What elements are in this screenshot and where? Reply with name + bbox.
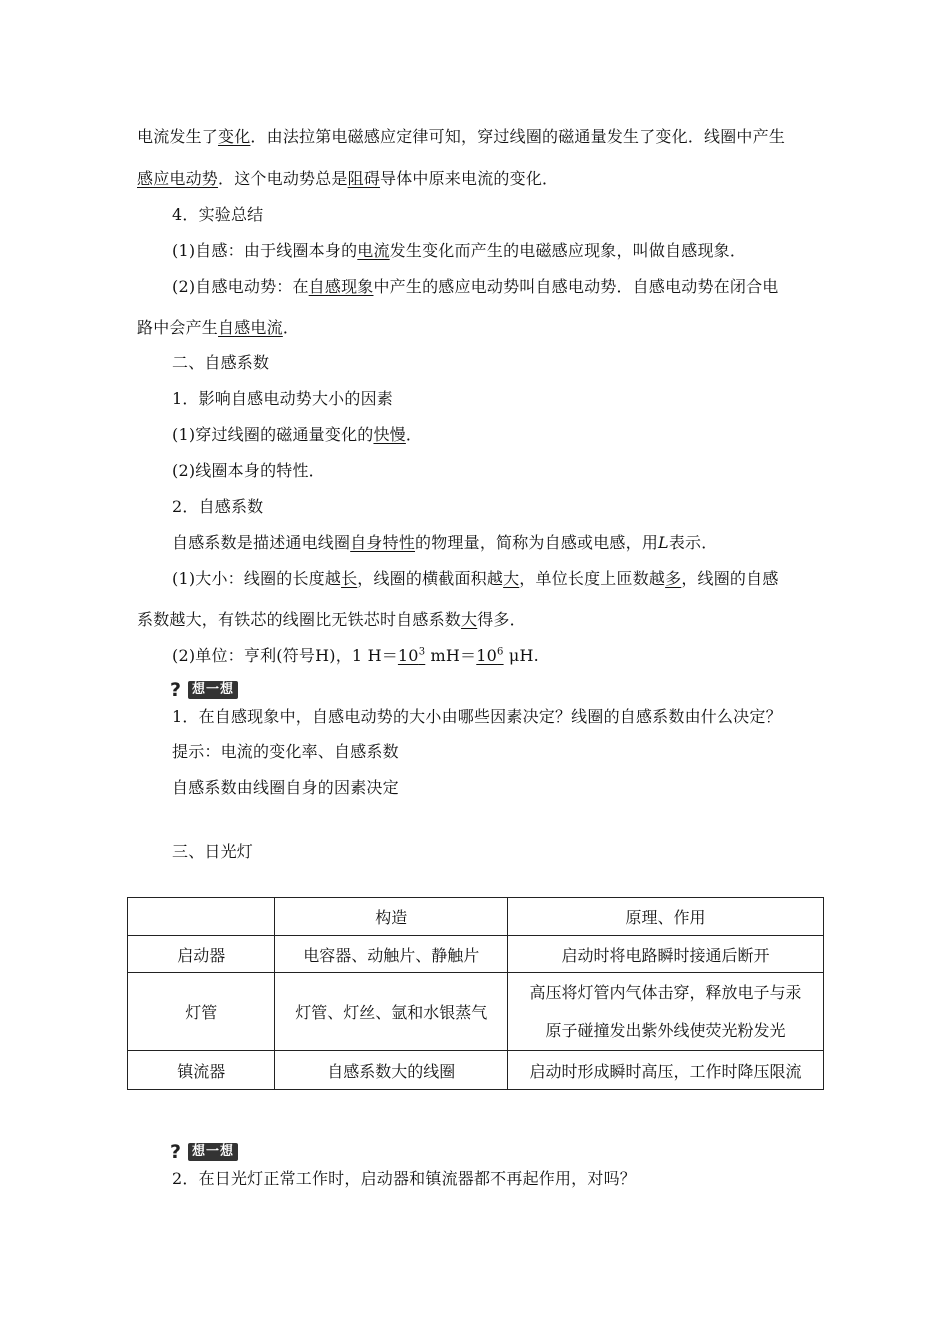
text-line	[172, 241, 746, 261]
text: ，线圈的横截面积越	[357, 569, 504, 588]
section-heading: 二、自感系数	[172, 353, 270, 372]
text: 中产生的感应电动势叫自感电动势．自感电动势在闭合电	[373, 277, 779, 296]
sub-heading: 1．影响自感电动势大小的因素	[172, 389, 393, 408]
symbol: L	[658, 533, 669, 552]
table-cell	[508, 973, 824, 1051]
text: 发生变化而产生的电磁感应现象，叫做自感现象．	[389, 241, 747, 260]
underlined-answer: 变化	[218, 127, 251, 146]
underlined-answer: 自感现象	[308, 277, 374, 296]
exponent: 6	[497, 646, 504, 658]
think-label: 想一想	[188, 1143, 238, 1161]
table-row	[128, 973, 824, 1051]
text: (1)穿过线圈的磁通量变化的	[172, 425, 374, 444]
question-mark-icon	[170, 1143, 186, 1161]
text: 自感系数是描述通电线圈	[172, 533, 351, 552]
sub-heading: 2．自感系数	[172, 497, 264, 516]
text: 电流发生了	[137, 127, 219, 146]
table-cell: 灯管、灯丝、氩和水银蒸气	[275, 973, 508, 1051]
think-label: 想一想	[188, 681, 238, 699]
text: 路中会产生	[137, 318, 219, 337]
text: 的物理量，简称为自感或电感，用	[415, 533, 659, 552]
text: (2)单位：亨利(符号H)，1 H＝	[172, 646, 398, 665]
think-badge	[170, 1142, 238, 1162]
text-line: (2)线圈本身的特性．	[172, 461, 325, 480]
question: 1．在自感现象中，自感电动势的大小由哪些因素决定？线圈的自感系数由什么决定？	[172, 707, 782, 726]
answer: 自感系数由线圈自身的因素决定	[172, 778, 399, 797]
text: ．	[282, 318, 300, 337]
text: mH＝	[425, 646, 477, 665]
exponent: 3	[418, 646, 426, 658]
text: ，单位长度上匝数越	[519, 569, 666, 588]
question-mark-glyph: ?	[170, 679, 182, 701]
text: 导体中原来电流的变化．	[380, 169, 559, 188]
hint: 提示：电流的变化率、自感系数	[172, 742, 399, 761]
fluorescent-lamp-table	[127, 897, 824, 1090]
underlined-answer: 自感电流	[218, 318, 283, 337]
underlined-answer	[476, 646, 503, 665]
underlined-answer	[398, 646, 425, 665]
table-header-cell: 构造	[275, 898, 508, 936]
underlined-answer: 感应电动势	[137, 169, 219, 188]
text: (1)大小：线圈的长度越	[172, 569, 342, 588]
table-header-cell	[128, 898, 275, 936]
table-cell: 灯管	[128, 973, 275, 1051]
text: 得多．	[477, 610, 526, 629]
underlined-answer: 快慢	[373, 425, 406, 444]
underlined-answer: 自身特性	[350, 533, 416, 552]
text-line	[172, 569, 779, 589]
text: μH.	[503, 646, 539, 665]
table-row	[128, 936, 824, 973]
number: 10	[476, 646, 498, 665]
underlined-answer: 长	[341, 569, 358, 588]
text: ．由法拉第电磁感应定律可知，穿过线圈的磁通量发生了变化．线圈中产生	[250, 127, 786, 146]
text: (1)自感：由于线圈本身的	[172, 241, 358, 260]
text-line	[137, 127, 785, 147]
section-heading: 4．实验总结	[172, 205, 264, 224]
table-cell: 启动时形成瞬时高压，工作时降压限流	[508, 1051, 824, 1090]
table-cell: 启动时将电路瞬时接通后断开	[508, 936, 824, 973]
text-line	[172, 533, 717, 553]
table-cell: 镇流器	[128, 1051, 275, 1090]
text-line	[172, 277, 779, 297]
text: 表示．	[668, 533, 718, 552]
text: ，线圈的自感	[681, 569, 779, 588]
question-mark-glyph: ?	[170, 1141, 182, 1163]
text-line	[172, 646, 539, 666]
text: ．这个电动势总是	[218, 169, 348, 188]
think-badge	[170, 680, 238, 700]
table-cell: 自感系数大的线圈	[275, 1051, 508, 1090]
text: ．	[405, 425, 423, 444]
table-header-row	[128, 898, 824, 936]
section-heading: 三、日光灯	[172, 842, 254, 861]
text: (2)自感电动势：在	[172, 277, 309, 296]
underlined-answer: 大	[461, 610, 478, 629]
text-line	[137, 169, 558, 189]
question: 2．在日光灯正常工作时，启动器和镇流器都不再起作用，对吗？	[172, 1169, 636, 1188]
text: 系数越大，有铁芯的线圈比无铁芯时自感系数	[137, 610, 462, 629]
table-cell: 电容器、动触片、静触片	[275, 936, 508, 973]
table-header-cell: 原理、作用	[508, 898, 824, 936]
underlined-answer: 大	[503, 569, 520, 588]
question-mark-icon	[170, 681, 186, 699]
text-line	[137, 610, 526, 630]
text-line	[172, 425, 422, 445]
underlined-answer: 多	[665, 569, 682, 588]
text-line	[137, 318, 299, 338]
table-row	[128, 1051, 824, 1090]
table-cell: 启动器	[128, 936, 275, 973]
number: 10	[397, 646, 419, 665]
underlined-answer: 电流	[357, 241, 390, 260]
cell-line: 原子碰撞发出紫外线使荧光粉发光	[545, 1020, 786, 1040]
cell-line: 高压将灯管内气体击穿，释放电子与汞	[529, 982, 802, 1002]
underlined-answer: 阻碍	[347, 169, 381, 188]
